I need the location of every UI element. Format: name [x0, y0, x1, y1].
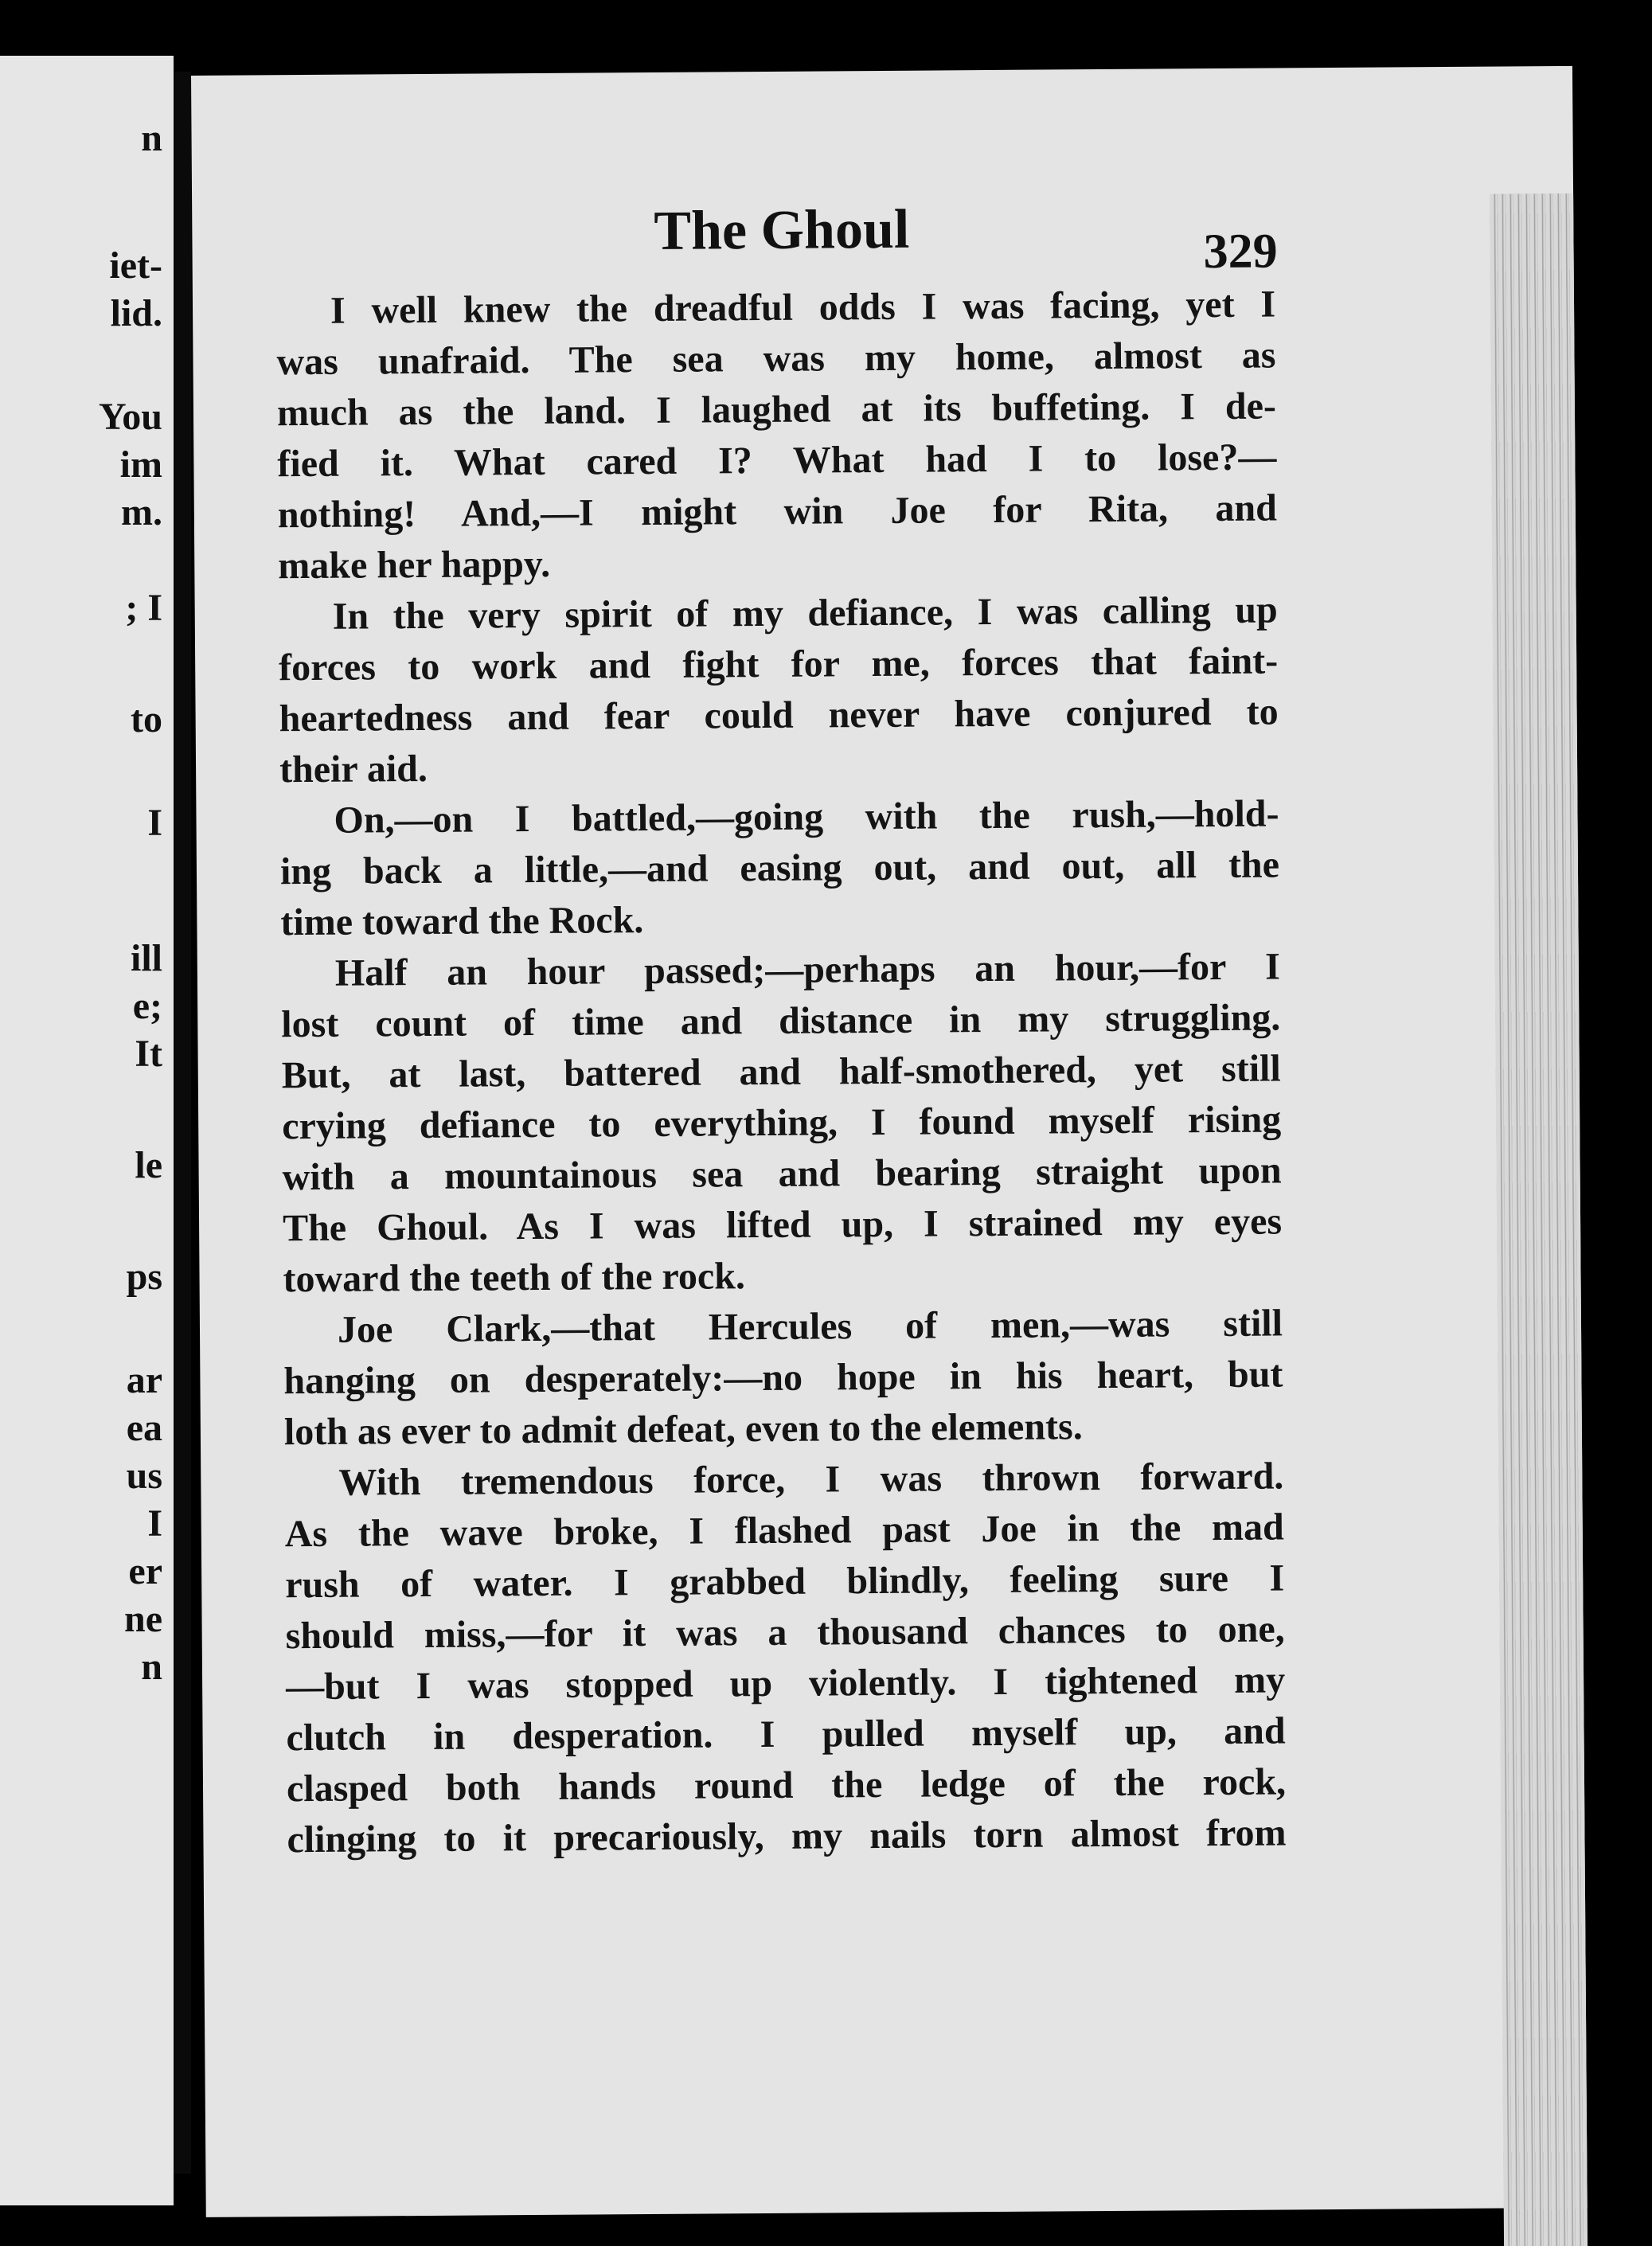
facing-page-word-fragment: ps: [126, 1256, 162, 1298]
facing-page-word-fragment: ill: [130, 937, 162, 979]
facing-page-word-fragment: You: [98, 396, 162, 438]
paragraph: [279, 584, 1279, 795]
facing-page-word-fragment: I: [147, 802, 162, 844]
text-line: should miss,—for it was a thousand chances to one,: [285, 1607, 1285, 1658]
paragraph: [283, 1298, 1283, 1458]
text-line: But, at last, battered and half-smothered, yet still: [281, 1047, 1281, 1097]
text-line: loth as ever to admit defeat, even to the elements.: [283, 1405, 1083, 1454]
text-line: The Ghoul. As I was lifted up, I strained my eyes: [282, 1200, 1283, 1250]
facing-page-word-fragment: le: [135, 1144, 162, 1186]
text-line: with a mountainous sea and bearing straight upon: [282, 1149, 1282, 1199]
paragraph: [284, 1451, 1287, 1865]
facing-page-word-fragment: ne: [124, 1598, 162, 1640]
text-line: fied it. What cared I? What had I to lose?—: [277, 436, 1277, 486]
text-line: —but I was stopped up violently. I tightened my: [285, 1658, 1286, 1709]
text-line: ing back a little,—and easing out, and out, all the: [279, 843, 1280, 893]
facing-page-word-fragment: us: [126, 1455, 162, 1497]
facing-page-fragment: [0, 56, 174, 2205]
text-line: As the wave broke, I flashed past Joe in the mad: [284, 1506, 1284, 1556]
facing-page-word-fragment: lid.: [110, 292, 162, 334]
text-line: lost count of time and distance in my struggling.: [281, 996, 1281, 1046]
paragraph: [276, 279, 1278, 592]
text-line: rush of water. I grabbed blindly, feeling sure I: [285, 1557, 1285, 1607]
text-line: nothing! And,—I might win Joe for Rita, and: [277, 486, 1278, 537]
text-line: crying defiance to everything, I found myself rising: [282, 1098, 1282, 1148]
text-line: Half an hour passed;—perhaps an hour,—for I: [334, 945, 1281, 994]
facing-page-word-fragment: ; I: [125, 587, 162, 629]
text-line: clinging to it precariously, my nails torn almost from: [287, 1811, 1287, 1861]
book-gutter: [174, 72, 191, 2174]
text-line: much as the land. I laughed at its buffeting. I de-: [276, 385, 1277, 435]
text-line: heartedness and fear could never have conjured to: [279, 690, 1279, 740]
text-line: Joe Clark,—that Hercules of men,—was still: [337, 1302, 1283, 1351]
facing-page-word-fragment: er: [128, 1550, 162, 1592]
facing-page-word-fragment: e;: [132, 985, 162, 1027]
text-line: clasped both hands round the ledge of the rock,: [286, 1760, 1287, 1810]
text-line: I well knew the dreadful odds I was facing, yet I: [330, 283, 1276, 332]
book-page: [191, 66, 1588, 2217]
paragraph: [281, 941, 1283, 1305]
text-line: make her happy.: [278, 542, 551, 588]
running-head: The Ghoul: [654, 198, 910, 262]
facing-page-word-fragment: I: [147, 1502, 162, 1545]
facing-page-word-fragment: n: [141, 1646, 162, 1688]
page-number: 329: [1203, 224, 1278, 279]
text-line: their aid.: [279, 747, 428, 791]
facing-page-word-fragment: im: [119, 443, 162, 486]
facing-page-word-fragment: to: [131, 698, 162, 740]
facing-page-word-fragment: n: [141, 117, 162, 159]
body-text: [276, 279, 1287, 1865]
facing-page-word-fragment: ar: [126, 1359, 162, 1401]
text-line: toward the teeth of the rock.: [283, 1255, 746, 1301]
text-line: clutch in desperation. I pulled myself up, and: [286, 1709, 1286, 1760]
text-line: On,—on I battled,—going with the rush,—hold-: [334, 792, 1279, 842]
facing-page-word-fragment: m.: [121, 491, 162, 533]
facing-page-word-fragment: It: [135, 1033, 162, 1075]
facing-page-word-fragment: ea: [126, 1407, 162, 1449]
paragraph: [279, 788, 1279, 948]
text-line: was unafraid. The sea was my home, almost as: [276, 334, 1276, 384]
text-line: forces to work and fight for me, forces that faint-: [279, 639, 1279, 689]
facing-page-word-fragment: iet-: [109, 244, 162, 287]
text-line: With tremendous force, I was thrown forward.: [338, 1455, 1284, 1504]
text-line: In the very spirit of my defiance, I was calling up: [332, 588, 1278, 638]
page-edges: [1490, 193, 1588, 2246]
text-line: time toward the Rock.: [280, 899, 644, 944]
text-line: hanging on desperately:—no hope in his heart, but: [283, 1353, 1283, 1403]
